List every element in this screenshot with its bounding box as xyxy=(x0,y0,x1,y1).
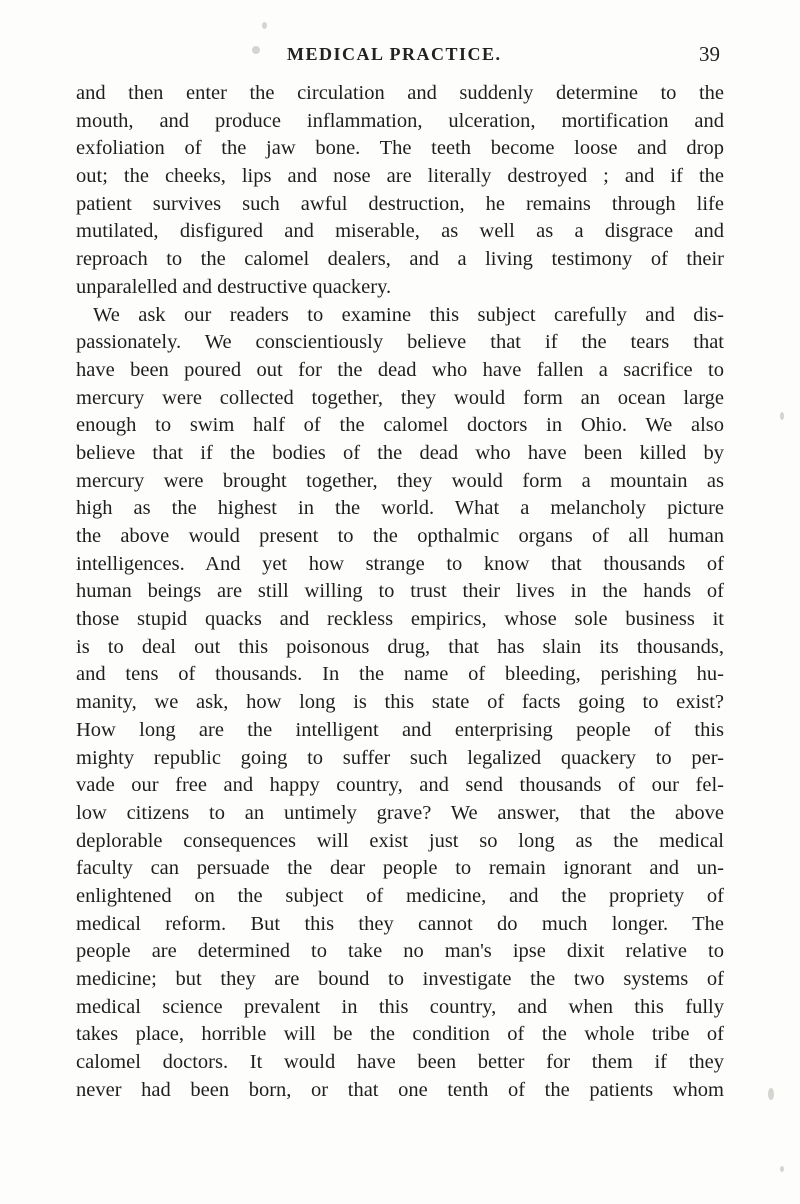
text-line: medicine; but they are bound to investigate the two systems of xyxy=(76,968,724,990)
text-line: reproach to the calomel dealers, and a living testimony of their xyxy=(76,248,724,271)
text-line: high as the highest in the world. What a melancholy picture xyxy=(76,497,724,520)
text-line: mercury were brought together, they would form a mountain as xyxy=(76,469,724,492)
print-speck xyxy=(780,1166,784,1172)
text-line: deplorable consequences will exist just so long as the medical xyxy=(76,829,724,852)
print-speck xyxy=(780,412,784,420)
text-line: those stupid quacks and reckless empirics, whose sole business it xyxy=(76,608,724,631)
text-line: takes place, horrible will be the condition of the whole tribe of xyxy=(76,1023,724,1046)
text-line: never had been born, or that one tenth of the patients whom xyxy=(76,1078,724,1101)
text-line: people are determined to take no man's ipse dixit relative to xyxy=(76,940,724,963)
text-line: patient survives such awful destruction, he remains through life xyxy=(76,192,724,215)
text-line: mercury were collected together, they would form an ocean large xyxy=(76,386,724,409)
text-line: have been poured out for the dead who have fallen a sacrifice to xyxy=(76,358,724,381)
text-line: passionately. We conscientiously believe that if the tears that xyxy=(76,331,724,354)
text-line: manity, we ask, how long is this state of facts going to exist? xyxy=(76,691,724,714)
print-speck xyxy=(252,46,260,54)
text-line: enlightened on the subject of medicine, and the propriety of xyxy=(76,884,724,907)
text-line: and then enter the circulation and suddenly determine to the xyxy=(76,82,724,104)
running-header xyxy=(0,44,800,74)
text-line: calomel doctors. It would have been better for them if they xyxy=(76,1051,724,1074)
text-line: the above would present to the opthalmic organs of all human xyxy=(76,525,724,547)
text-line: medical science prevalent in this country, and when this fully xyxy=(76,995,724,1018)
text-line: unparalelled and destructive quackery. xyxy=(76,275,392,298)
page-number: 39 xyxy=(699,42,720,66)
text-line: faculty can persuade the dear people to remain ignorant and un- xyxy=(76,857,724,880)
text-line: is to deal out this poisonous drug, that has slain its thousands, xyxy=(76,635,724,658)
text-line: intelligences. And yet how strange to know that thousands of xyxy=(76,552,724,575)
text-line: enough to swim half of the calomel doctors in Ohio. We also xyxy=(76,414,724,437)
text-line: mouth, and produce inflammation, ulceration, mortification and xyxy=(76,109,724,132)
text-line: and tens of thousands. In the name of bleeding, perishing hu- xyxy=(76,663,724,686)
text-line: out; the cheeks, lips and nose are literally destroyed ; and if the xyxy=(76,165,724,188)
text-line: We ask our readers to examine this subject carefully and dis- xyxy=(93,303,724,326)
text-line: medical reform. But this they cannot do much longer. The xyxy=(76,912,724,935)
text-line: mighty republic going to suffer such legalized quackery to per- xyxy=(76,746,724,769)
print-speck xyxy=(768,1088,774,1100)
text-line: mutilated, disfigured and miserable, as well as a disgrace and xyxy=(76,220,724,243)
text-line: vade our free and happy country, and send thousands of our fel- xyxy=(76,774,724,797)
body-text xyxy=(76,80,724,1104)
text-line: exfoliation of the jaw bone. The teeth become loose and drop xyxy=(76,137,724,160)
text-line: believe that if the bodies of the dead who have been killed by xyxy=(76,441,724,464)
text-line: How long are the intelligent and enterprising people of this xyxy=(76,718,724,741)
running-title: MEDICAL PRACTICE. xyxy=(287,44,502,64)
print-speck xyxy=(262,22,267,29)
text-line: human beings are still willing to trust their lives in the hands of xyxy=(76,580,724,603)
text-line: low citizens to an untimely grave? We answer, that the above xyxy=(76,801,724,824)
